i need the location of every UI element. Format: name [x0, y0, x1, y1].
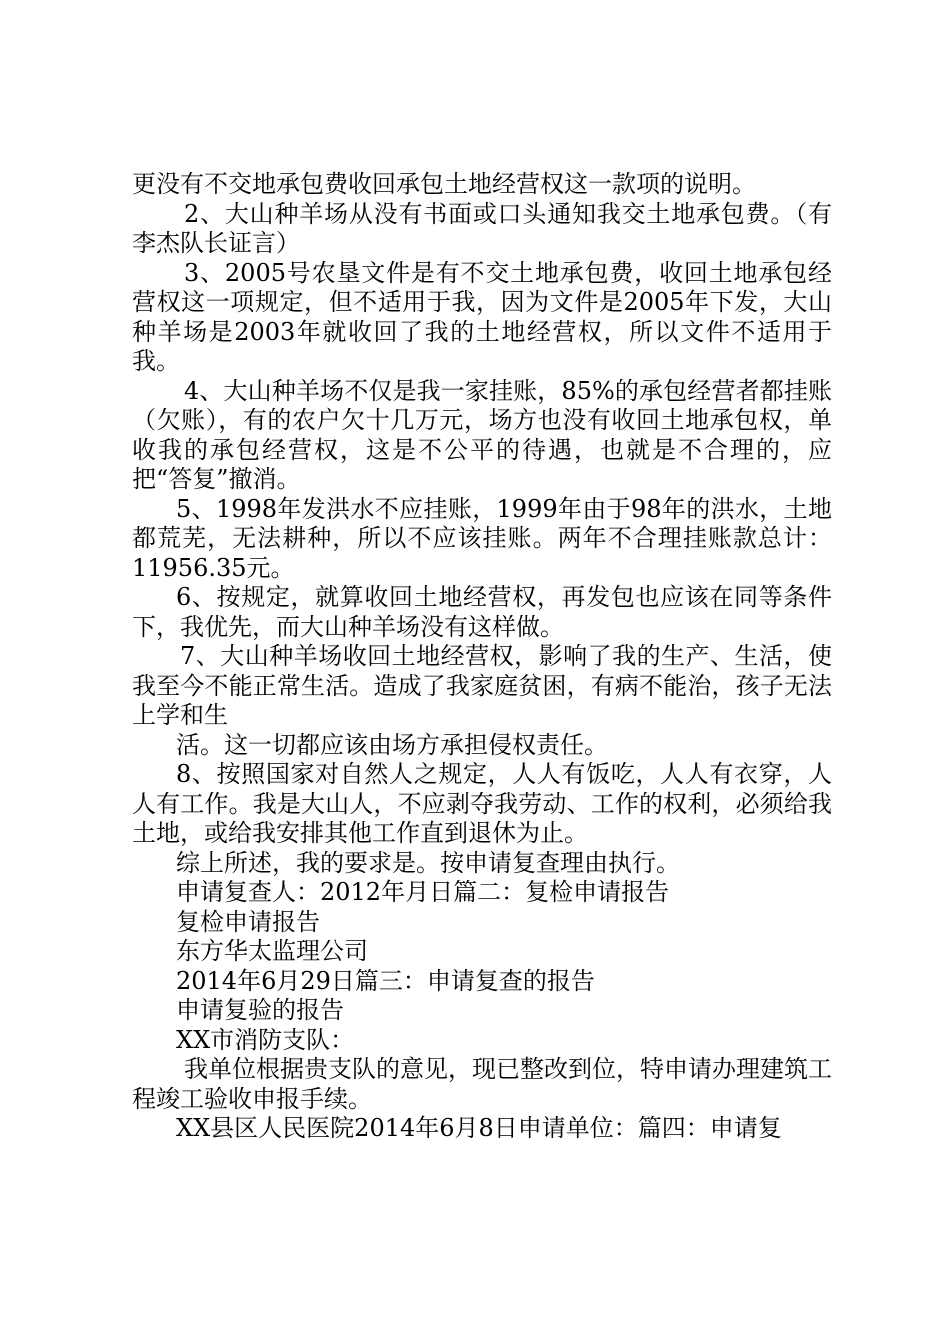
- paragraph-item-7-end: 活。这一切都应该由场方承担侵权责任。: [176, 730, 608, 759]
- paragraph-company: 东方华太监理公司: [176, 937, 368, 965]
- paragraph-title-recheck-report: 复检申请报告: [176, 907, 320, 936]
- paragraph-item-3: 3、2005号农垦文件是有不交土地承包费，收回土地承包经营权这一项规定，但不适用于我，因为文件是2005年下发，大山种羊场是2003年就收回了我的土地经营权，所以文件不适用于我。: [132, 258, 832, 375]
- paragraph-item-6: 6、按规定，就算收回土地经营权，再发包也应该在同等条件下，我优先，而大山种羊场没有这样做。: [132, 583, 832, 641]
- paragraph-date: 2014年6月29日篇三：申请复查的报告: [176, 966, 595, 995]
- paragraph-item-7: 7、大山种羊场收回土地经营权，影响了我的生产、生活，使我至今不能正常生活。造成了我家庭贫困，有病不能治，孩子无法上学和生: [132, 642, 832, 729]
- paragraph-request: 我单位根据贵支队的意见，现已整改到位，特申请办理建筑工程竣工验收申报手续。: [132, 1055, 832, 1113]
- paragraph-continuation: 更没有不交地承包费收回承包土地经营权这一款项的说明。: [132, 170, 756, 198]
- paragraph-signature: XX县区人民医院2014年6月8日申请单位：篇四：申请复: [176, 1114, 782, 1142]
- paragraph-summary: 综上所述，我的要求是。按申请复查理由执行。: [176, 848, 680, 877]
- paragraph-applicant: 申请复查人：2012年月日篇二：复检申请报告: [176, 878, 670, 906]
- paragraph-addressee: XX市消防支队：: [176, 1025, 355, 1054]
- paragraph-item-5: 5、1998年发洪水不应挂账，1999年由于98年的洪水，土地都荒芜，无法耕种，所以不应该挂账。两年不合理挂账款总计：11956.35元。: [132, 494, 832, 582]
- document-body: [132, 170, 832, 1144]
- paragraph-item-2: 2、大山种羊场从没有书面或口头通知我交土地承包费。（有李杰队长证言）: [132, 199, 832, 257]
- paragraph-item-8: 8、按照国家对自然人之规定，人人有饭吃，人人有衣穿，人人有工作。我是大山人，不应剥夺我劳动、工作的权利，必须给我土地，或给我安排其他工作直到退休为止。: [132, 760, 832, 847]
- paragraph-item-4: 4、大山种羊场不仅是我一家挂账，85%的承包经营者都挂账（欠账），有的农户欠十几万元，场方也没有收回土地承包权，单收我的承包经营权，这是不公平的待遇，也就是不合理的，应把“答复”撤消。: [132, 376, 832, 493]
- paragraph-title-reinspection: 申请复验的报告: [176, 996, 344, 1024]
